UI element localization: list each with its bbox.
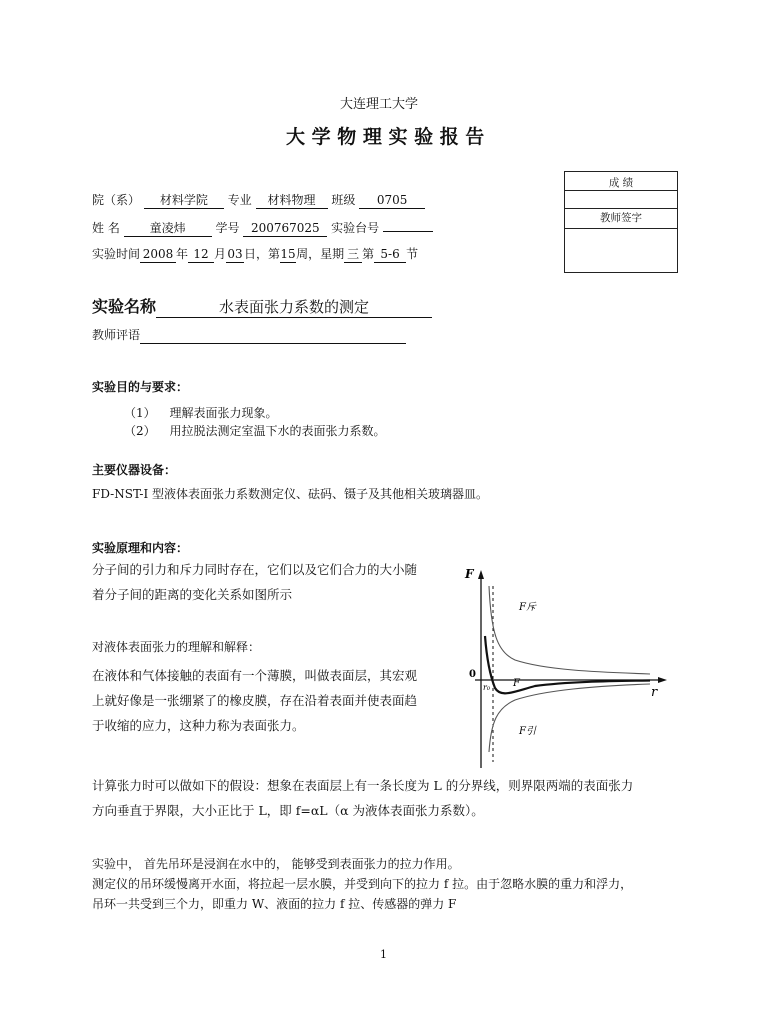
- attractive-curve: [489, 684, 650, 752]
- understanding-title: 对液体表面张力的理解和解释：: [92, 640, 261, 654]
- month-unit: 月: [214, 247, 227, 261]
- score-divider-2: [565, 208, 677, 209]
- teacher-comment-line: [92, 326, 406, 344]
- class-value: 0705: [359, 193, 425, 209]
- month-value: 12: [188, 247, 214, 263]
- equipment-title: 主要仪器设备：: [92, 463, 177, 477]
- purpose-item-text: 理解表面张力现象。: [169, 406, 278, 420]
- name-value: 童凌炜: [124, 221, 212, 237]
- assumption-line: 计算张力时可以做如下的假设：想象在表面层上有一条长度为 L 的分界线，则界限两端的表面张力: [92, 778, 634, 793]
- dept-label: 院（系）: [92, 193, 141, 207]
- week-unit: 周，星期: [296, 247, 345, 261]
- experiment-name-line: [92, 294, 432, 318]
- major-value: 材料物理: [256, 193, 328, 209]
- period-prefix: 第: [362, 247, 375, 261]
- score-divider-3: [565, 228, 677, 229]
- time-label: 实验时间: [92, 247, 141, 261]
- purpose-title: 实验目的与要求：: [92, 380, 189, 394]
- assumption-line: 方向垂直于界限，大小正比于 L，即 f=αL（α 为液体表面张力系数）。: [92, 803, 484, 818]
- major-label: 专业: [227, 193, 252, 207]
- experiment-paragraph: [92, 854, 632, 914]
- desk-label: 实验台号: [331, 221, 380, 235]
- experiment-name-label: 实验名称: [92, 297, 157, 316]
- purpose-item: [124, 404, 277, 421]
- understanding-paragraph: [92, 663, 417, 738]
- x-axis-arrow-icon: [658, 677, 667, 683]
- report-title: 大 学 物 理 实 验 报 告: [286, 126, 485, 148]
- student-no-value: 200767025: [243, 221, 327, 237]
- understanding-line: 于收缩的应力，这种力称为表面张力。: [92, 718, 305, 733]
- teacher-sign-label: 教师签字: [600, 212, 642, 224]
- attractive-label: F引: [519, 726, 536, 737]
- y-axis-label: F: [465, 567, 474, 581]
- score-box: [564, 171, 678, 273]
- assumption-paragraph: [92, 773, 633, 823]
- teacher-comment-blank: [140, 328, 406, 344]
- page-number: 1: [380, 948, 387, 961]
- principle-title: 实验原理和内容：: [92, 541, 189, 555]
- name-label: 姓 名: [92, 221, 120, 235]
- principle-line: 分子间的引力和斥力同时存在，它们以及它们合力的大小随: [92, 562, 418, 577]
- period-unit: 节: [406, 247, 419, 261]
- day-unit: 日，第: [244, 247, 281, 261]
- info-line-dept: [92, 191, 425, 209]
- info-line-time: [92, 245, 418, 263]
- year-unit: 年: [176, 247, 189, 261]
- experiment-line: 测定仪的吊环缓慢离开水面，将拉起一层水膜，并受到向下的拉力 f 拉。由于忽略水膜的重力和浮力，: [92, 877, 633, 891]
- x-axis-label: r: [651, 685, 658, 700]
- teacher-comment-label: 教师评语: [92, 328, 141, 342]
- principle-paragraph: [92, 557, 417, 607]
- dept-value: 材料学院: [144, 193, 224, 209]
- weekday-value: 三: [344, 247, 362, 263]
- experiment-line: 吊环一共受到三个力，即重力 W、液面的拉力 f 拉、传感器的弹力 F: [92, 897, 457, 911]
- understanding-line: 上就好像是一张绷紧了的橡皮膜，存在沿着表面并使表面趋: [92, 693, 418, 708]
- repulsive-curve: [489, 586, 650, 674]
- desk-value: [383, 231, 433, 232]
- experiment-line: 实验中， 首先吊环是浸润在水中的， 能够受到表面张力的拉力作用。: [92, 857, 460, 871]
- molecular-force-figure: [455, 562, 675, 774]
- day-value: 03: [227, 247, 243, 261]
- university-name: 大连理工大学: [340, 97, 419, 112]
- experiment-name-value: 水表面张力系数的测定: [156, 298, 432, 318]
- purpose-item-text: 用拉脱法测定室温下水的表面张力系数。: [169, 424, 386, 438]
- equipment-text: FD-NST-I 型液体表面张力系数测定仪、砝码、镊子及其他相关玻璃器皿。: [92, 487, 489, 501]
- resultant-label: F: [513, 678, 520, 689]
- year-value: 2008: [140, 247, 176, 263]
- understanding-line: 在液体和气体接触的表面有一个薄膜，叫做表面层，其宏观: [92, 668, 418, 683]
- class-label: 班级: [331, 193, 356, 207]
- purpose-item-num: （2）: [124, 424, 156, 438]
- principle-line: 着分子间的距离的变化关系如图所示: [92, 587, 293, 602]
- score-divider-1: [565, 190, 677, 191]
- info-line-name: [92, 219, 433, 237]
- r0-label: r₀: [483, 683, 491, 692]
- purpose-item-num: （1）: [124, 406, 156, 420]
- score-label: 成 绩: [608, 177, 634, 189]
- week-value: 15: [280, 247, 296, 261]
- purpose-item: [124, 422, 385, 439]
- repulsive-label: F斥: [519, 602, 536, 613]
- origin-label: 0: [469, 669, 476, 680]
- student-no-label: 学号: [215, 221, 240, 235]
- y-axis-arrow-icon: [478, 570, 484, 579]
- period-value: 5-6: [374, 247, 406, 263]
